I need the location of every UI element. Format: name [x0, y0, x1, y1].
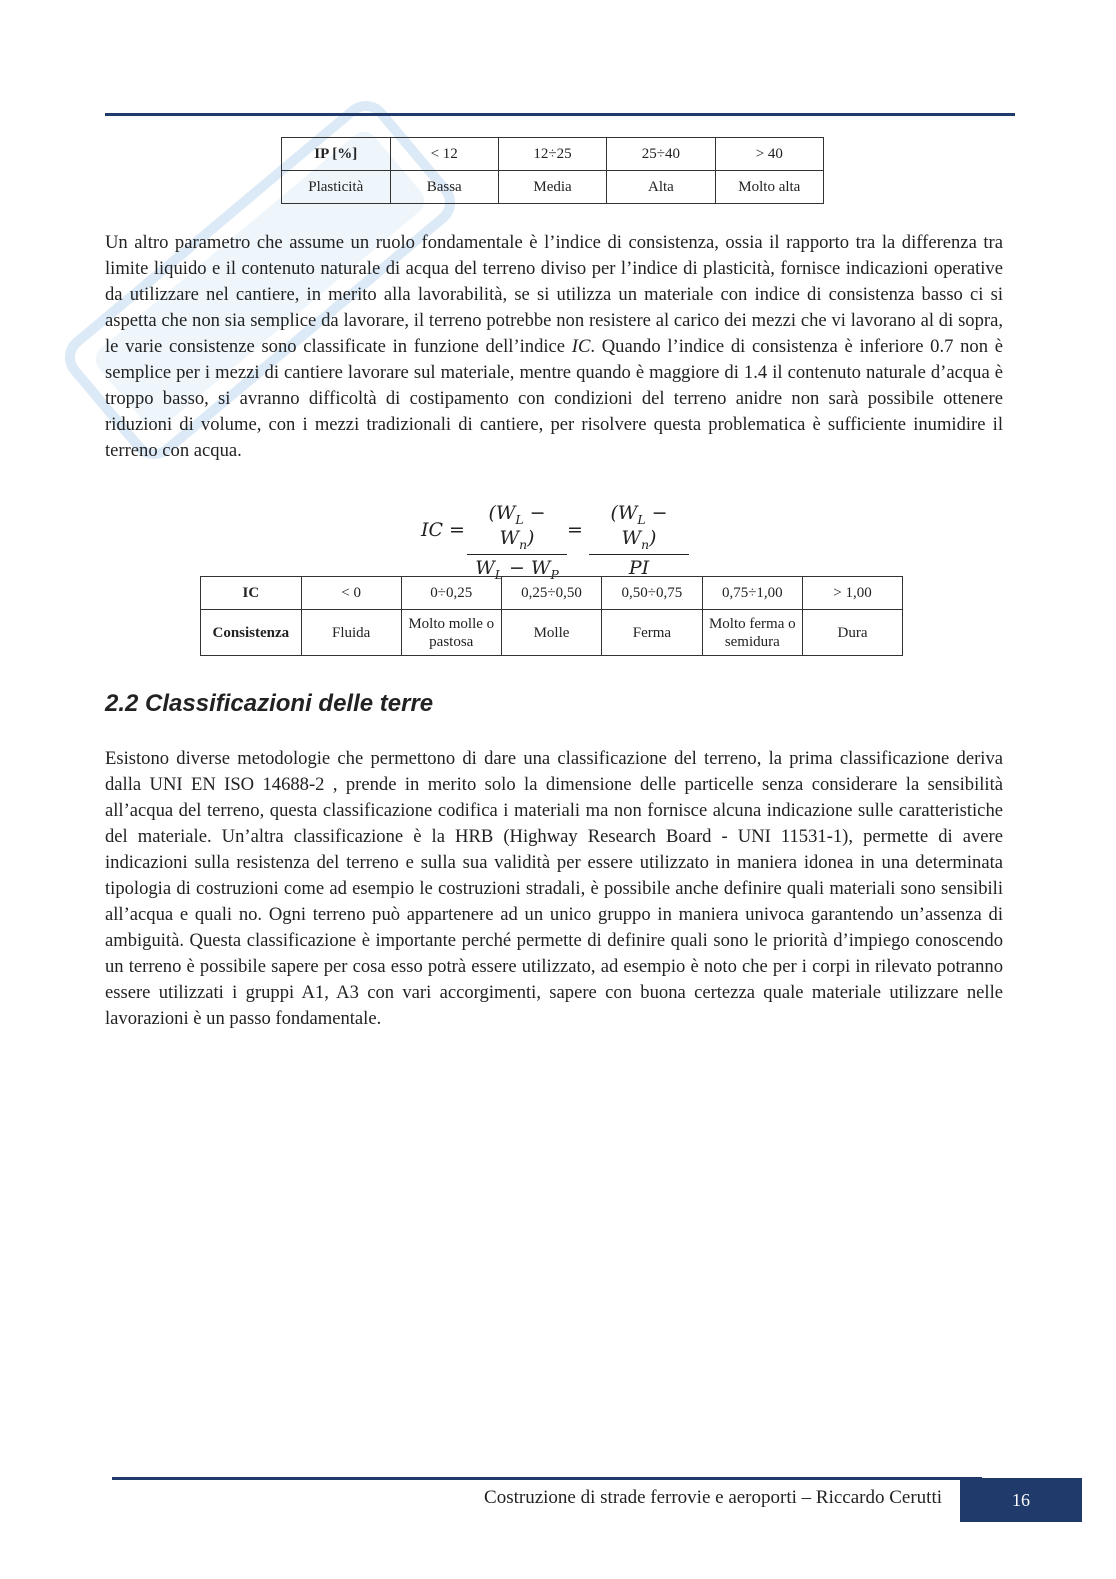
footer-rule [112, 1477, 982, 1480]
table-cell: Media [498, 171, 606, 204]
footer-title: Costruzione di strade ferrovie e aeroporti – Riccardo Cerutti [484, 1487, 942, 1508]
ic-symbol: IC [571, 336, 591, 357]
table-cell: IP [%] [282, 138, 391, 171]
table-cell: Molle [501, 610, 601, 656]
plasticity-table [281, 137, 824, 204]
header-rule [105, 113, 1015, 116]
section-heading: 2.2 Classificazioni delle terre [105, 690, 434, 717]
table-cell: Alta [607, 171, 715, 204]
fraction-numerator: $(W_L - W_n)$ [467, 502, 567, 555]
formula-equals: = [449, 519, 465, 541]
table-cell: Dura [803, 610, 903, 656]
table-cell: < 12 [390, 138, 498, 171]
table-row [282, 138, 824, 171]
table-cell: Bassa [390, 171, 498, 204]
table-cell: Fluida [301, 610, 401, 656]
table-cell: 12÷25 [498, 138, 606, 171]
table-cell: Molto molle o pastosa [401, 610, 501, 656]
table-cell: 0,25÷0,50 [501, 577, 601, 610]
table-cell: Molto alta [715, 171, 823, 204]
paragraph-classification: Esistono diverse metodologie che permettono di dare una classificazione del terreno, la prima classificazione deriva dalla UNI EN ISO 14688-2 , prende in merito solo la dimensione delle particelle senza considerare la sensibilità all’acqua del terreno, questa classificazione codifica i materiali ma non fornisce alcuna indicazione sulle caratteristiche del materiale. Un’altra classificazione è la HRB (Highway Research Board - UNI 11531-1), permette di avere indicazioni sulla resistenza del terreno e sulla sua validità per essere utilizzato in maniera idonea in una determinata tipologia di costruzioni come ad esempio le costruzioni stradali, è possibile anche definire quali materiali sono sensibili all’acqua e quali no. Ogni terreno può appartenere ad un unico gruppo in maniera univoca garantendo un’assenza di ambiguità. Questa classificazione è importante perché permette di definire quali sono le priorità d’impiego conoscendo un terreno è possibile sapere per cosa esso potrà essere utilizzato, ad esempio è noto che per i corpi in rilevato potranno essere utilizzati i gruppi A1, A3 con vari accorgimenti, sapere con buona certezza quale materiale utilizzare nelle lavorazioni è un passo fondamentale. [105, 748, 1003, 1029]
table-cell: 25÷40 [607, 138, 715, 171]
table-cell: Plasticità [282, 171, 391, 204]
page-number: 16 [960, 1478, 1082, 1522]
formula-lhs: IC [421, 519, 444, 541]
table-cell: Ferma [602, 610, 702, 656]
table-cell: < 0 [301, 577, 401, 610]
table-cell: 0,75÷1,00 [702, 577, 802, 610]
formula-fraction-2 [589, 502, 689, 579]
table-cell: 0,50÷0,75 [602, 577, 702, 610]
formula-equals: = [567, 519, 583, 541]
table-cell: 0÷0,25 [401, 577, 501, 610]
fraction-denominator: $W_L - W_P$ [475, 556, 559, 582]
paragraph-consistency-index [105, 230, 1003, 464]
table-cell: Consistenza [201, 610, 302, 656]
formula-fraction-1 [467, 502, 567, 581]
table-cell: IC [201, 577, 302, 610]
table-cell: > 1,00 [803, 577, 903, 610]
table-row [282, 171, 824, 204]
table-row [201, 610, 903, 656]
table-row [201, 577, 903, 610]
paragraph-text: Un altro parametro che assume un ruolo fondamentale è l’indice di consistenza, ossia il rapporto tra la differenza tra limite liquido e il contenuto naturale di acqua del terreno diviso per l’indice di plasticità, fornisce indicazioni operative da utilizzare nel cantiere, in merito alla lavorabilità, se si utilizza un materiale con indice di consistenza basso ci si aspetta che non sia semplice da lavorare, il terreno potrebbe non resistere al carico dei mezzi che vi lavorano al di sopra, le varie consistenze sono classificate in funzione dell’indice [105, 232, 1003, 357]
consistency-table [200, 576, 903, 656]
table-cell: > 40 [715, 138, 823, 171]
table-cell: Molto ferma o semidura [702, 610, 802, 656]
fraction-numerator: $(W_L - W_n)$ [589, 502, 689, 555]
fraction-denominator: PI [628, 556, 650, 579]
paragraph-text: . Quando l’indice di consistenza è inferiore 0.7 non è semplice per i mezzi di cantiere lavorare sul materiale, mentre quando è maggiore di 1.4 il contenuto naturale d’acqua è troppo basso, si avranno difficoltà di costipamento con condizioni del terreno anidre non sarà possibile ottenere riduzioni di volume, con i mezzi tradizionali di cantiere, per risolvere questa problematica è sufficiente inumidire il terreno con acqua. [105, 336, 1003, 461]
consistency-formula [415, 500, 705, 582]
